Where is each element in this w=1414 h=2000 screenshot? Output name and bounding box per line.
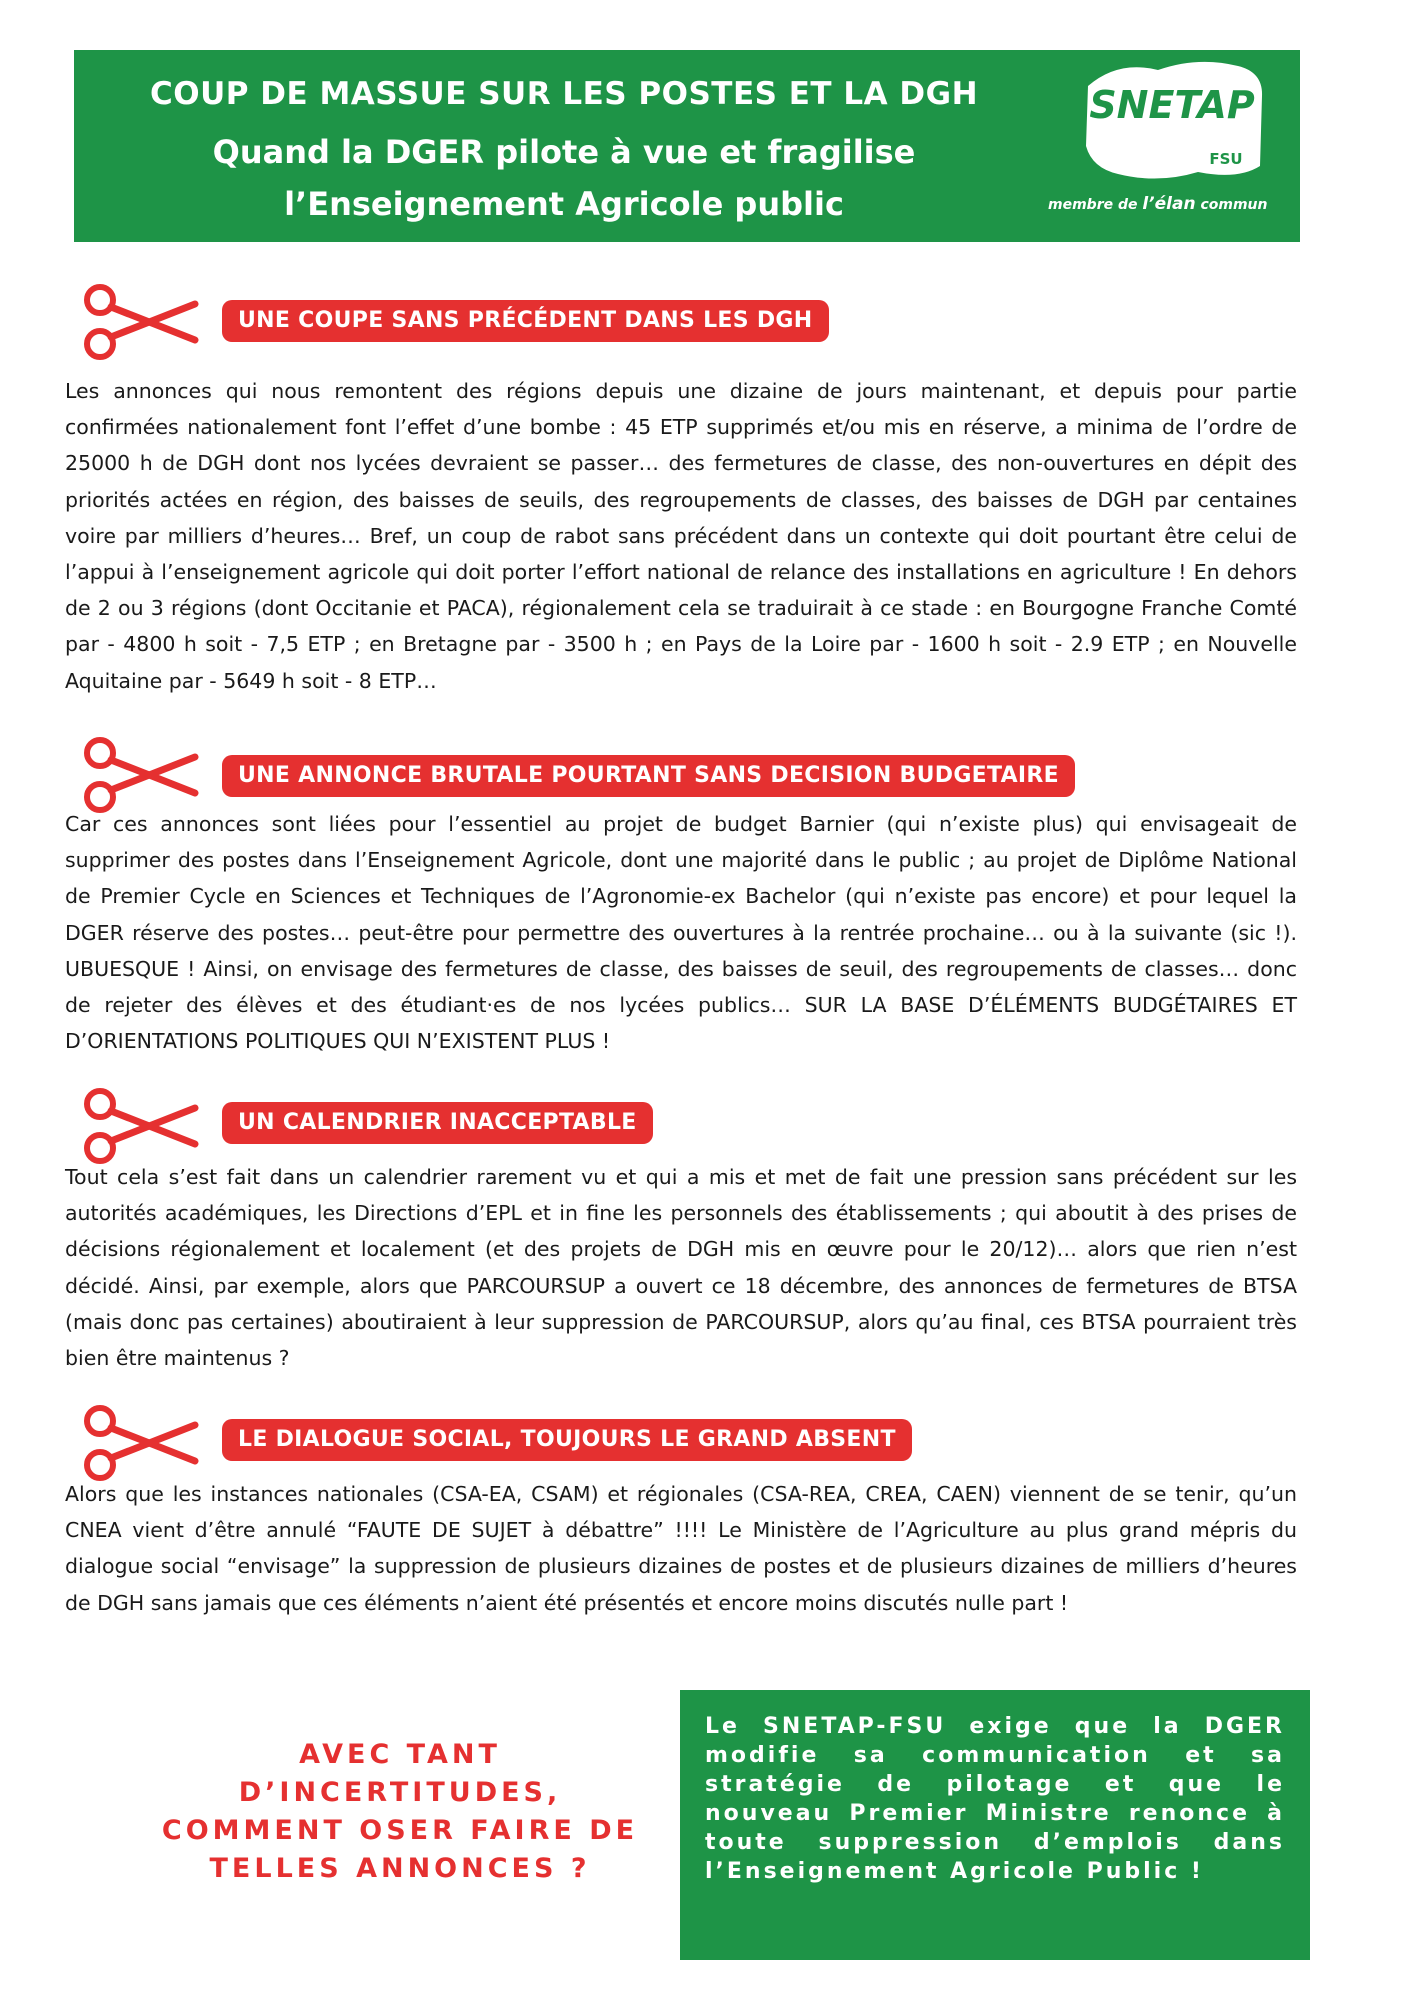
- callout-question: [150, 1736, 650, 1888]
- tagline-brand-1: l’élan: [1142, 194, 1196, 214]
- section-1-heading: UNE COUPE SANS PRÉCÉDENT DANS LES DGH: [222, 300, 829, 342]
- callout-line-3: COMMENT OSER FAIRE DE: [161, 1815, 639, 1846]
- section-2-heading: UNE ANNONCE BRUTALE POURTANT SANS DECISION BUDGETAIRE: [222, 755, 1075, 797]
- callout-line-4: TELLES ANNONCES ?: [209, 1853, 591, 1884]
- scissors-icon: [80, 282, 200, 362]
- section-1-body: Les annonces qui nous remontent des régions depuis une dizaine de jours maintenant, et depuis pour partie confirmées nationalement font l’effet d’une bombe : 45 ETP supprimés et/ou mis en réserve, a minima de l’ordre de 25000 h de DGH dont nos lycées devraient se passer… des fermetures de classe, des non-ouvertures en dépit des priorités actées en région, des baisses de seuils, des regroupements de classes, des baisses de DGH par centaines voire par milliers d’heures… Bref, un coup de rabot sans précédent dans un contexte qui doit pourtant être celui de l’appui à l’enseignement agricole qui doit porter l’effort national de relance des installations en agriculture ! En dehors de 2 ou 3 régions (dont Occitanie et PACA), régionalement cela se traduirait à ce stade : en Bourgogne Franche Comté par - 4800 h soit - 7,5 ETP ; en Bretagne par - 3500 h ; en Pays de la Loire par - 1600 h soit - 2.9 ETP ; en Nouvelle Aquitaine par - 5649 h soit - 8 ETP…: [65, 379, 1297, 693]
- section-4-body: Alors que les instances nationales (CSA-EA, CSAM) et régionales (CSA-REA, CREA, CAEN) viennent de se tenir, qu’un CNEA vient d’être annulé “FAUTE DE SUJET à débattre” !!!! Le Ministère de l’Agriculture au plus grand mépris du dialogue social “envisage” la suppression de plusieurs dizaines de postes et de plusieurs dizaines de milliers d’heures de DGH sans jamais que ces éléments n’aient été présentés et encore moins discutés nulle part !: [65, 1482, 1297, 1615]
- subtitle-line-1: Quand la DGER pilote à vue et fragilise: [212, 133, 916, 171]
- section-4-heading: LE DIALOGUE SOCIAL, TOUJOURS LE GRAND ABSENT: [222, 1419, 912, 1461]
- callout-line-2: D’INCERTITUDES,: [238, 1777, 562, 1808]
- scissors-icon: [80, 1086, 200, 1166]
- demand-box: [680, 1690, 1310, 1960]
- scissors-icon: [80, 1403, 200, 1483]
- snetap-logo-mark: [1048, 56, 1288, 196]
- logo-name: SNETAP: [1089, 83, 1255, 127]
- page-title: COUP DE MASSUE SUR LES POSTES ET LA DGH: [149, 76, 979, 112]
- scissors-icon: [80, 735, 200, 815]
- section-2-body: Car ces annonces sont liées pour l’essentiel au projet de budget Barnier (qui n’existe plus) qui envisageait de supprimer des postes dans l’Enseignement Agricole, dont une majorité dans le public ; au projet de Diplôme National de Premier Cycle en Sciences et Techniques de l’Agronomie-ex Bachelor (qui n’existe pas encore) et pour lequel la DGER réserve des postes… peut-être pour permettre des ouvertures à la rentrée prochaine… ou à la suivante (sic !). UBUESQUE ! Ainsi, on envisage des fermetures de classe, des baisses de seuil, des regroupements de classes… donc de rejeter des élèves et des étudiant·es de nos lycées publics… SUR LA BASE D’ÉLÉMENTS BUDGÉTAIRES ET D’ORIENTATIONS POLITIQUES QUI N’EXISTENT PLUS !: [65, 812, 1297, 1054]
- callout-line-1: AVEC TANT: [299, 1739, 501, 1770]
- tagline-brand-2: commun: [1200, 197, 1268, 213]
- logo-sub: FSU: [1209, 150, 1243, 168]
- header-banner: [74, 50, 1300, 242]
- subtitle-line-2: l’Enseignement Agricole public: [284, 185, 844, 223]
- snetap-logo: [1048, 56, 1288, 236]
- demand-text: Le SNETAP-FSU exige que la DGER modifie sa communication et sa stratégie de pilotage et que le nouveau Premier Ministre renonce à toute suppression d’emplois dans l’Enseignement Agricole Public !: [705, 1714, 1285, 1884]
- tagline-prefix: membre de: [1048, 197, 1138, 213]
- logo-tagline: [1048, 194, 1284, 214]
- section-3-heading: UN CALENDRIER INACCEPTABLE: [222, 1102, 653, 1144]
- section-3-body: Tout cela s’est fait dans un calendrier rarement vu et qui a mis et met de fait une pression sans précédent sur les autorités académiques, les Directions d’EPL et in fine les personnels des établissements ; qui aboutit à des prises de décisions régionalement et localement (et des projets de DGH mis en œuvre pour le 20/12)… alors que rien n’est décidé. Ainsi, par exemple, alors que PARCOURSUP a ouvert ce 18 décembre, des annonces de fermetures de BTSA (mais donc pas certaines) aboutiraient à leur suppression de PARCOURSUP, alors qu’au final, ces BTSA pourraient très bien être maintenus ?: [65, 1165, 1297, 1371]
- page-subtitle: [74, 126, 1054, 230]
